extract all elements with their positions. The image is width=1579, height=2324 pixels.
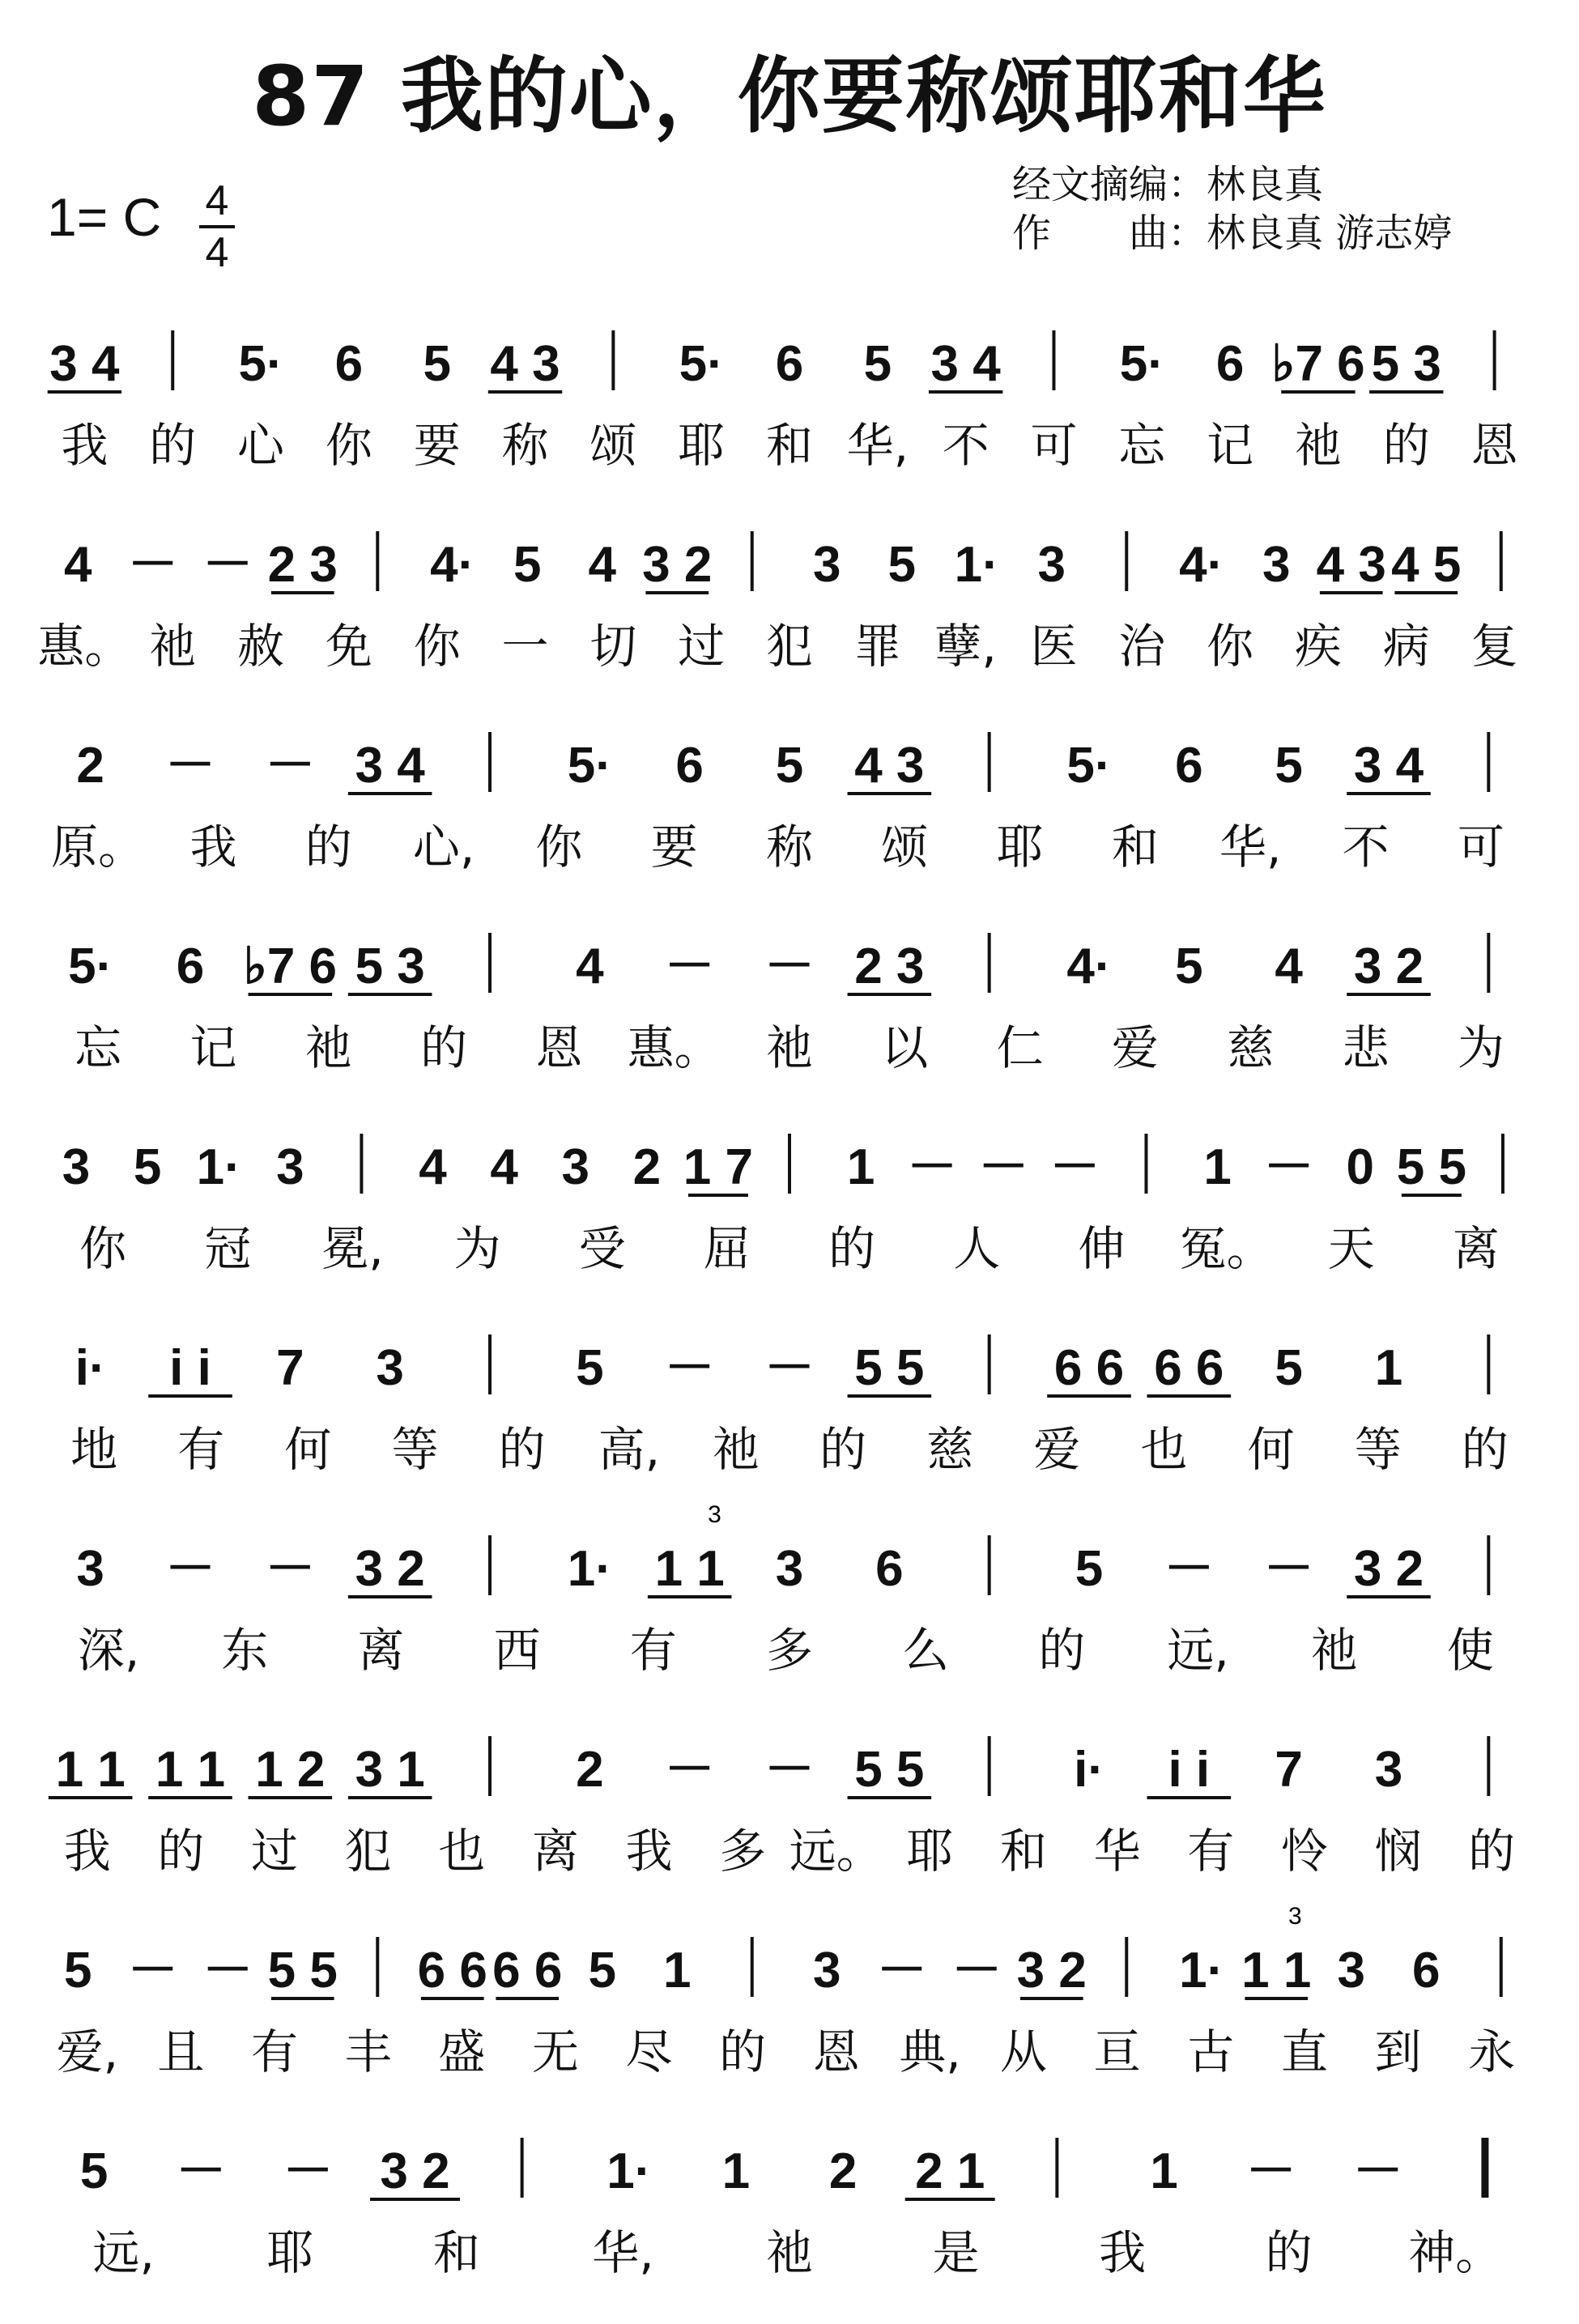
lyric-syllable: 为 xyxy=(453,1221,501,1276)
note: 3 2 xyxy=(1353,939,1424,994)
note: 3 2 xyxy=(1353,1541,1424,1597)
lyric-syllable: 深, xyxy=(77,1623,140,1678)
lyric-syllable: 盛 xyxy=(438,2024,486,2079)
note: － xyxy=(202,537,253,593)
lyric-syllable: 恩 xyxy=(812,2024,860,2079)
note: 1 xyxy=(663,1943,692,1998)
lyric-syllable: 华, xyxy=(846,418,909,473)
note: 4· xyxy=(1179,537,1224,593)
note: 4 xyxy=(64,537,92,593)
lyric-syllable: 离 xyxy=(1452,1221,1500,1276)
note: 3 xyxy=(376,1340,404,1396)
note: 6 xyxy=(1175,738,1203,794)
lyric-syllable: 你 xyxy=(325,418,372,473)
lyric-syllable: 过 xyxy=(251,1824,299,1879)
lyric-syllable: 心, xyxy=(412,819,475,875)
lyric-syllable: 么 xyxy=(902,1623,950,1678)
lyric-syllable: 复 xyxy=(1470,619,1518,674)
lyric-syllable: 远。 xyxy=(789,1824,883,1879)
note: 5· xyxy=(1119,336,1164,392)
lyric-syllable: 和 xyxy=(1111,819,1159,875)
note: － xyxy=(265,738,316,794)
note: 1 xyxy=(1203,1139,1232,1195)
lyric-syllable: 有 xyxy=(177,1422,225,1477)
staff-6 xyxy=(70,1334,1509,1477)
note: 5 xyxy=(513,537,542,593)
note: 3 xyxy=(1262,537,1291,593)
lyric-syllable: 使 xyxy=(1446,1623,1494,1678)
note: 4 xyxy=(490,1139,518,1195)
lyric-syllable: 的 xyxy=(1468,1824,1516,1879)
lyric-syllable: 为 xyxy=(1457,1020,1505,1075)
note: i i xyxy=(1168,1742,1211,1798)
staff-4 xyxy=(68,933,1505,1075)
note: － xyxy=(1049,1139,1100,1195)
note: － xyxy=(1263,1139,1314,1195)
lyric-syllable: 祂 xyxy=(304,1020,352,1075)
note: 3 2 xyxy=(355,1541,425,1597)
note: i· xyxy=(1074,1742,1104,1798)
lyric-syllable: 到 xyxy=(1374,2024,1422,2079)
lyric-syllable: 你 xyxy=(1207,619,1254,674)
note: 1 1 xyxy=(654,1541,725,1597)
lyric-syllable: 的 xyxy=(1382,418,1430,473)
lyric-syllable: 心 xyxy=(237,418,285,473)
lyric-syllable: 要 xyxy=(413,418,461,473)
note: － xyxy=(764,1742,815,1798)
lyric-syllable: 是 xyxy=(932,2225,980,2280)
lyric-syllable: 的 xyxy=(819,1422,867,1477)
lyric-syllable: 的 xyxy=(149,418,197,473)
note: 1· xyxy=(954,537,999,593)
lyric-syllable: 赦 xyxy=(237,619,285,674)
lyric-syllable: 医 xyxy=(1030,619,1078,674)
note: 5 xyxy=(79,2143,109,2199)
lyric-syllable: 惠。 xyxy=(37,619,132,674)
lyric-syllable: 你 xyxy=(413,619,461,674)
lyric-syllable: 冕, xyxy=(321,1221,384,1276)
staff-10 xyxy=(80,2138,1502,2280)
note: － xyxy=(764,939,815,994)
note: 3 xyxy=(1037,537,1066,593)
lyric-syllable: 也 xyxy=(438,1824,486,1879)
staff-7 xyxy=(76,1501,1493,1678)
note: 3 xyxy=(1337,1943,1365,1998)
lyric-syllable: 悯 xyxy=(1374,1824,1422,1879)
lyric-syllable: 屈 xyxy=(703,1221,751,1276)
note: 5 xyxy=(863,336,892,392)
note: 2 xyxy=(828,2143,858,2199)
lyric-syllable: 孽, xyxy=(934,619,997,674)
lyric-syllable: 尽 xyxy=(625,2024,673,2079)
lyric-syllable: 离 xyxy=(357,1623,405,1678)
lyric-syllable: 疾 xyxy=(1294,619,1342,674)
lyric-syllable: 耶 xyxy=(266,2225,314,2280)
note: 6 xyxy=(1215,336,1245,392)
triplet-mark: 3 xyxy=(1288,1903,1302,1930)
lyric-syllable: 有 xyxy=(629,1623,677,1678)
note: 1 xyxy=(846,1139,875,1195)
composer-credit: 作 曲：林良真 游志婷 xyxy=(1012,211,1453,256)
key-signature: 1= C xyxy=(47,187,162,247)
staff-3 xyxy=(51,732,1505,875)
note: 1· xyxy=(196,1139,241,1195)
lyric-syllable: 高, xyxy=(598,1422,661,1477)
note: 5 xyxy=(133,1139,162,1195)
lyric-syllable: 西 xyxy=(493,1623,541,1678)
note: － xyxy=(164,1541,216,1597)
lyric-syllable: 一 xyxy=(501,619,549,674)
lyric-syllable: 罪 xyxy=(853,619,901,674)
note: 5 xyxy=(423,336,451,392)
note: 5 5 xyxy=(267,1943,338,1998)
lyric-syllable: 的 xyxy=(1038,1623,1086,1678)
lyric-syllable: 耶 xyxy=(996,819,1044,875)
lyric-syllable: 耶 xyxy=(678,418,726,473)
note: － xyxy=(176,2143,227,2199)
staff-1 xyxy=(48,330,1519,473)
note: 5 xyxy=(576,1340,604,1396)
note: 1 xyxy=(1150,2143,1178,2199)
lyric-syllable: 祂 xyxy=(712,1422,760,1477)
note: 0 xyxy=(1346,1139,1375,1195)
note: 5 xyxy=(887,537,916,593)
note: 6 xyxy=(334,336,364,392)
note: 1 7 xyxy=(683,1139,754,1195)
lyric-syllable: 惠。 xyxy=(627,1020,721,1075)
lyric-syllable: 等 xyxy=(1354,1422,1402,1477)
note: 1 1 xyxy=(155,1742,226,1798)
lyric-syllable: 你 xyxy=(79,1221,127,1276)
note: 3 xyxy=(813,1943,841,1998)
note: 5· xyxy=(1066,738,1112,794)
lyric-syllable: 多 xyxy=(719,1824,767,1879)
note: 3 xyxy=(276,1139,304,1195)
lyric-syllable: 称 xyxy=(765,819,814,875)
note: 3 2 xyxy=(642,537,713,593)
note: 3 2 xyxy=(1016,1943,1087,1998)
note: － xyxy=(951,1943,1002,1998)
lyric-syllable: 忘 xyxy=(74,1020,122,1075)
note: － xyxy=(202,1943,253,1998)
lyric-syllable: 祂 xyxy=(765,1020,814,1075)
lyric-syllable: 爱, xyxy=(56,2024,119,2079)
note: i· xyxy=(74,1340,106,1396)
lyric-syllable: 地 xyxy=(70,1422,118,1477)
note: 5 xyxy=(1275,738,1303,794)
lyric-syllable: 的 xyxy=(498,1422,546,1477)
lyric-syllable: 人 xyxy=(953,1221,1001,1276)
lyric-syllable: 我 xyxy=(189,819,237,875)
lyric-syllable: 要 xyxy=(650,819,698,875)
lyric-syllable: 永 xyxy=(1468,2024,1516,2079)
note: 1 2 xyxy=(255,1742,326,1798)
lyric-syllable: 东 xyxy=(221,1623,269,1678)
note: 3 4 xyxy=(49,336,120,392)
note: － xyxy=(127,1943,178,1998)
lyric-syllable: 犯 xyxy=(765,619,814,674)
lyric-syllable: 不 xyxy=(1342,819,1390,875)
lyric-syllable: 我 xyxy=(61,418,109,473)
note: 6 6 xyxy=(1154,1340,1224,1396)
note: 2 1 xyxy=(915,2143,985,2199)
note: 3 2 xyxy=(380,2143,450,2199)
note: 5 5 xyxy=(1396,1139,1466,1195)
lyric-syllable: 切 xyxy=(589,619,637,674)
lyric-syllable: 亘 xyxy=(1093,2024,1141,2079)
lyric-syllable: 以 xyxy=(881,1020,929,1075)
lyric-syllable: 祂 xyxy=(149,619,197,674)
note: 5 3 xyxy=(355,939,425,994)
note: － xyxy=(164,738,216,794)
note: 3 4 xyxy=(355,738,425,794)
lyric-syllable: 颂 xyxy=(589,418,637,473)
lyric-syllable: 古 xyxy=(1187,2024,1235,2079)
note: 2 xyxy=(76,738,104,794)
lyric-syllable: 远, xyxy=(92,2225,155,2280)
note: 4 xyxy=(588,537,616,593)
note: 5 3 xyxy=(1371,336,1441,392)
note: 1· xyxy=(567,1541,612,1597)
note: － xyxy=(1245,2143,1296,2199)
lyric-syllable: 的 xyxy=(719,2024,767,2079)
lyric-syllable: 过 xyxy=(678,619,726,674)
lyric-syllable: 慈 xyxy=(1227,1020,1275,1075)
lyric-syllable: 恩 xyxy=(535,1020,583,1075)
note: 7 xyxy=(276,1340,304,1396)
lyric-syllable: 受 xyxy=(578,1221,626,1276)
note: 6 6 xyxy=(417,1943,487,1998)
note: 1 1 xyxy=(1241,1943,1312,1998)
note: 5 xyxy=(588,1943,616,1998)
lyric-syllable: 远, xyxy=(1167,1623,1229,1678)
note: 4 xyxy=(576,939,604,994)
lyric-syllable: 华, xyxy=(592,2225,654,2280)
lyric-syllable: 悲 xyxy=(1342,1020,1390,1075)
note: 6 xyxy=(176,939,205,994)
lyric-syllable: 的 xyxy=(420,1020,468,1075)
note: 6 xyxy=(675,738,704,794)
note: － xyxy=(907,1139,958,1195)
note: 5· xyxy=(238,336,283,392)
note: 4· xyxy=(430,537,475,593)
note: － xyxy=(664,1742,715,1798)
note: i i xyxy=(169,1340,211,1396)
note: － xyxy=(978,1139,1029,1195)
note: 3 4 xyxy=(1353,738,1424,794)
lyric-syllable: 免 xyxy=(325,619,372,674)
lyric-syllable: 的 xyxy=(828,1221,876,1276)
note: 6 xyxy=(1412,1943,1441,1998)
lyrics-credit: 经文摘编：林良真 xyxy=(1012,162,1324,207)
lyric-syllable: 的 xyxy=(1265,2225,1313,2280)
note: 5 5 xyxy=(854,1340,925,1396)
lyric-syllable: 爱 xyxy=(1111,1020,1159,1075)
lyric-syllable: 何 xyxy=(1247,1422,1295,1477)
staff-5 xyxy=(62,1134,1503,1276)
lyric-syllable: 怜 xyxy=(1280,1824,1328,1879)
note: － xyxy=(876,1943,927,1998)
lyric-syllable: 我 xyxy=(63,1824,111,1879)
note: 2 3 xyxy=(267,537,338,593)
note: 4 3 xyxy=(1316,537,1386,593)
lyric-syllable: 有 xyxy=(1187,1824,1235,1879)
note: 1· xyxy=(1179,1943,1224,1998)
triplet-mark: 3 xyxy=(708,1501,721,1528)
lyric-syllable: 和 xyxy=(1000,1824,1048,1879)
note: 2 xyxy=(576,1742,604,1798)
note: 3 4 xyxy=(930,336,1001,392)
lyric-syllable: 丰 xyxy=(344,2024,392,2079)
lyric-syllable: 我 xyxy=(625,1824,673,1879)
lyric-syllable: 且 xyxy=(157,2024,205,2079)
lyric-syllable: 治 xyxy=(1118,619,1166,674)
note: ♭7 6 xyxy=(1271,336,1365,392)
time-signature-bottom: 4 xyxy=(205,229,229,276)
note: 5 xyxy=(1075,1541,1104,1597)
note: － xyxy=(265,1541,316,1597)
lyric-syllable: 多 xyxy=(765,1623,814,1678)
lyric-syllable: 和 xyxy=(765,418,814,473)
note: 5 5 xyxy=(854,1742,925,1798)
note: 1 1 xyxy=(55,1742,126,1798)
lyric-syllable: 称 xyxy=(501,418,549,473)
lyric-syllable: 忘 xyxy=(1118,418,1166,473)
lyric-syllable: 不 xyxy=(942,418,990,473)
lyric-syllable: 有 xyxy=(251,2024,299,2079)
note: 3 xyxy=(775,1541,804,1597)
note: － xyxy=(1263,1541,1314,1597)
note: ♭7 6 xyxy=(243,939,338,994)
lyric-syllable: 颂 xyxy=(881,819,929,875)
time-signature-top: 4 xyxy=(205,177,229,224)
note: 3 xyxy=(813,537,841,593)
lyric-syllable: 华 xyxy=(1093,1824,1141,1879)
note: － xyxy=(283,2143,334,2199)
note: 6 xyxy=(875,1541,904,1597)
lyric-syllable: 祂 xyxy=(765,2225,814,2280)
lyric-syllable: 冤。 xyxy=(1179,1221,1274,1276)
note: 5· xyxy=(679,336,724,392)
lyric-syllable: 神。 xyxy=(1408,2225,1503,2280)
lyric-syllable: 的 xyxy=(1461,1422,1509,1477)
note: － xyxy=(764,1340,815,1396)
lyric-syllable: 你 xyxy=(535,819,583,875)
lyric-syllable: 天 xyxy=(1327,1221,1375,1276)
note: － xyxy=(664,1340,715,1396)
note: 4 3 xyxy=(490,336,560,392)
lyric-syllable: 典, xyxy=(899,2024,961,2079)
note: 1· xyxy=(606,2143,652,2199)
note: 2 3 xyxy=(854,939,925,994)
lyric-syllable: 仁 xyxy=(996,1020,1044,1075)
lyric-syllable: 无 xyxy=(531,2024,579,2079)
lyric-syllable: 记 xyxy=(189,1020,237,1075)
lyric-syllable: 祂 xyxy=(1310,1623,1358,1678)
note: － xyxy=(1164,1541,1215,1597)
lyric-syllable: 病 xyxy=(1382,619,1430,674)
lyric-syllable: 慈 xyxy=(926,1422,974,1477)
lyric-syllable: 恩 xyxy=(1470,418,1518,473)
note: 4 5 xyxy=(1391,537,1462,593)
note: 5· xyxy=(68,939,113,994)
lyric-syllable: 可 xyxy=(1457,819,1505,875)
lyric-syllable: 祂 xyxy=(1294,418,1342,473)
note: － xyxy=(127,537,178,593)
note: 5 xyxy=(775,738,804,794)
lyric-syllable: 何 xyxy=(284,1422,332,1477)
lyric-syllable: 离 xyxy=(531,1824,579,1879)
staff-9 xyxy=(57,1903,1516,2079)
note: 5· xyxy=(567,738,612,794)
note: 6 xyxy=(775,336,804,392)
lyric-syllable: 原。 xyxy=(51,819,146,875)
note: 3 xyxy=(76,1541,104,1597)
lyric-syllable: 冠 xyxy=(204,1221,252,1276)
lyric-syllable: 的 xyxy=(157,1824,205,1879)
note: 3 1 xyxy=(355,1742,425,1798)
staff-8 xyxy=(49,1736,1515,1879)
lyric-syllable: 从 xyxy=(1000,2024,1048,2079)
note: 2 xyxy=(632,1139,662,1195)
lyric-syllable: 伸 xyxy=(1078,1221,1126,1276)
note: 3 xyxy=(1374,1742,1403,1798)
lyric-syllable: 可 xyxy=(1030,418,1078,473)
lyric-syllable: 直 xyxy=(1280,2024,1328,2079)
note: 5 xyxy=(64,1943,92,1998)
note: 1 xyxy=(721,2143,751,2199)
note: 6 6 xyxy=(492,1943,563,1998)
note: － xyxy=(1352,2143,1403,2199)
note: 7 xyxy=(1275,1742,1303,1798)
note: 5 xyxy=(1275,1340,1303,1396)
note: 6 6 xyxy=(1053,1340,1125,1396)
lyric-syllable: 耶 xyxy=(906,1824,954,1879)
note: － xyxy=(664,939,715,994)
lyric-syllable: 和 xyxy=(432,2225,480,2280)
note: 5 xyxy=(1175,939,1203,994)
note: 4 3 xyxy=(854,738,925,794)
note: 4 xyxy=(419,1139,447,1195)
lyric-syllable: 爱 xyxy=(1033,1422,1081,1477)
lyric-syllable: 也 xyxy=(1140,1422,1188,1477)
note: 4 xyxy=(1275,939,1303,994)
lyric-syllable: 我 xyxy=(1099,2225,1147,2280)
note: 4· xyxy=(1066,939,1112,994)
note: 3 xyxy=(62,1139,91,1195)
lyric-syllable: 记 xyxy=(1207,418,1254,473)
lyric-syllable: 犯 xyxy=(344,1824,392,1879)
note: 1 xyxy=(1374,1340,1403,1396)
lyric-syllable: 华, xyxy=(1219,819,1282,875)
staff-2 xyxy=(37,531,1517,674)
song-title: 87 我的心，你要称颂耶和华 xyxy=(252,49,1327,145)
note: 3 xyxy=(561,1139,589,1195)
lyric-syllable: 等 xyxy=(391,1422,439,1477)
lyric-syllable: 的 xyxy=(304,819,352,875)
